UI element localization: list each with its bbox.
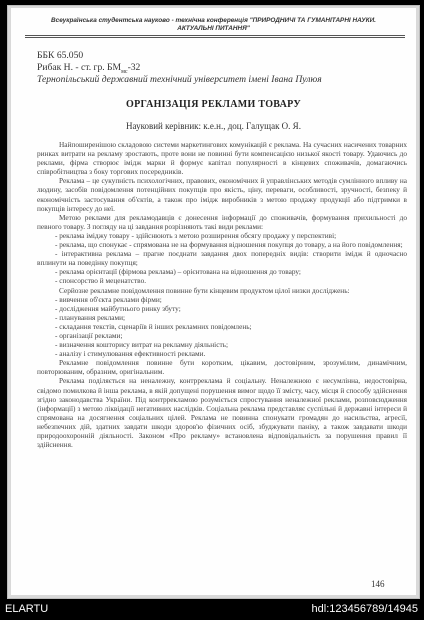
conference-line-2: АКТУАЛЬНІ ПИТАННЯ" [177,24,250,32]
institution: Тернопільський державний технічний університет імені Івана Пулюя [37,74,322,85]
paragraph: Рекламне повідомлення повинне бути коротким, цікавим, достовірним, зрозумілим, динамічним, повторюваним, образним, оригінальним. [37,358,407,377]
paragraph: Реклама поділяється на неналежну, контрреклама й соціальну. Неналежною є несумлінна, недостовірна, свідомо помилкова й інша реклама, в якій допущені порушення вимог щодо її змісту, часу, місця й способу здійснення згідно законодавства України. Під контррекламою розуміється спростування неналежної реклами, розповсюдження (інформації) з метою ліквідації негативних наслідків. Соціальна реклама представляє суспільні й державні інтереси й спрямована на досягнення соціальних цілей. Реклама не повинна спонукати громадян до насильства, агресії, небезпечних дій, здатних завдати шкоди здоров'ю фізичних осіб, збуджувати паніку, а також завдавати шкоди природоохоронній діяльності. Законом «Про рекламу» встановлена відповідальність за порушення правил її здійснення. [37,376,407,450]
paragraph: Реклама – це сукупність психологічних, правових, економічних й управлінських методів сумлінного впливу на людину, засобів повідомлення потенційних покупців про якість, ціну, переваги, особливості, зручності, безпеку й економічність застосування об'єктів, а також про імідж виробників з метою продажу продукції або підтримки в покупців інтересу до неї. [37,176,407,213]
header-rule-top [25,35,405,36]
list-item: - інтерактивна реклама – прагне поєднати завдання двох попередніх видів: створити імідж й одночасно вплинути на поведінку покупця; [37,249,407,268]
list-item: - реклама орієнтації (фірмова реклама) – орієнтована на відношення до товару; [55,267,301,277]
conference-header [11,17,416,32]
repository-label: ELARTU [5,603,49,615]
article-title: ОРГАНІЗАЦІЯ РЕКЛАМИ ТОВАРУ [126,99,301,110]
list-item: - складання текстів, сценаріїв й інших рекламних повідомлень; [55,321,252,331]
article-body [37,140,407,449]
document-page [11,8,416,595]
list-item: - дослідження майбутнього ринку збуту; [55,303,181,313]
list-item: - спонсорство й меценатство. [55,276,147,286]
header-rule-bottom [25,37,405,38]
supervisor-line: Науковий керівник: к.е.н., доц. Галущак О. Я. [126,121,301,131]
paragraph: Найпоширенішою складовою системи маркетингових комунікацій є реклама. На сучасних насичених товарних ринках витрати на рекламу зростають, проте вони не повинні бути компенсацією низької якості товару. Удаючись до реклами, фірма створює імідж марки й формує капітал популярності в кінцевих споживачів, домагаючись співробітництва з боку торгових посередників. [37,140,407,177]
list-item: - планування реклами; [55,312,126,322]
udc-code: ББК 65.050 [37,50,84,61]
author-group-sub: мс [121,68,128,75]
handle-identifier: hdl:123456789/14945 [311,603,418,615]
paragraph: Метою реклами для рекламодавців є донесення інформації до споживачів, формування прихильності до певного товару. З погляду на ці завдання розрізняють такі види реклами: [37,212,407,231]
list-item: - вивчення об'єкта реклами фірми; [55,294,162,304]
page-frame [7,5,420,599]
conference-line-1: Всеукраїнська студентська науково - технічна конференція "ПРИРОДНИЧІ ТА ГУМАНІТАРНІ НАУКИ. [51,17,376,24]
list-item: - реклама іміджу товару - здійснюють з метою розширення обсягу продажу у перспективі; [55,230,337,240]
author-suffix: -32 [127,62,141,73]
list-item: - визначення кошторису витрат на рекламну діяльність; [55,340,228,350]
viewer-footer [0,602,424,618]
page-number: 146 [371,579,385,589]
paragraph: Серйозне рекламне повідомлення повинне бути кінцевим продуктом цілої низки досліджень: [59,285,350,295]
list-item: - аналізу і стимулювання ефективності реклами. [55,349,206,359]
author-prefix: Рибак Н. - ст. гр. БМ [37,62,122,73]
list-item: - організації реклами; [55,330,123,340]
list-item: - реклама, що спонукає - спрямована не на формування відношення покупця до товару, а на його повідомлення; [55,240,403,250]
